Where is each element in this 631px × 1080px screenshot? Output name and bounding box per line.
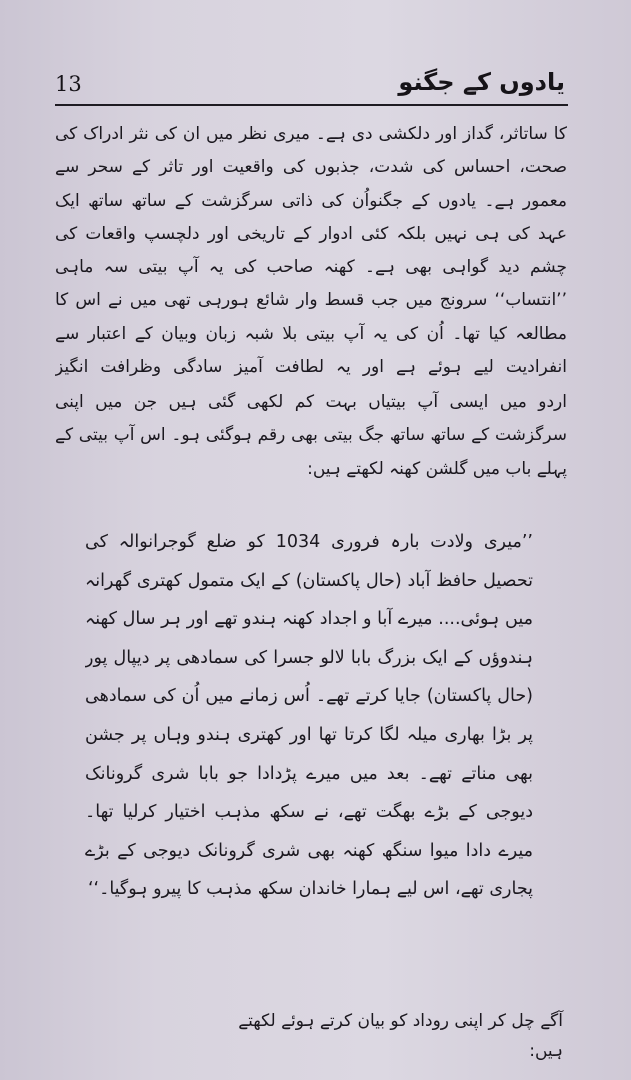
block-quote [85,523,533,993]
quote-text: ’’میری ولادت بارہ فروری 1034 کو ضلع گوجرانوالہ کی تحصیل حافظ آباد (حال پاکستان) کے ایک متمول کھتری گھرانہ میں ہوئی.... میرے آبا و اجداد کھنہ ہندو تھے اور ہر سال کھنہ ہندوؤں کے ایک بزرگ بابا لالو جسرا کی سمادھی پر دیپال پور (حال پاکستان) جایا کرتے تھے۔ اُس زمانے میں اُن کی سمادھی پر بڑا بھاری میلہ لگا کرتا تھا اور کھتری ہندو وہاں پر جشن بھی مناتے تھے۔ بعد میں میرے پڑدادا جو بابا شری گرونانک دیوجی کے بڑے بھگت تھے، نے سکھ مذہب اختیار کرلیا تھا۔ میرے دادا میوا سنگھ کھنہ بھی شری گرونانک دیوجی کے بڑے پجاری تھے، اس لیے ہمارا خاندان سکھ مذہب کا پیرو ہوگیا۔‘‘ [85,532,533,900]
paragraph: اردو میں ایسی آپ بیتیاں بہت کم لکھی گئی ہیں جن میں اپنی سرگزشت کے ساتھ ساتھ جگ بیتی بھی رقم ہوگئی ہو۔ اس آپ بیتی کے پہلے باب میں گلشن کھنہ لکھتے ہیں: [55,392,567,479]
running-title: یادوں کے جگنو [398,68,565,96]
page-number: 13 [55,72,82,96]
paragraph: کا ساتاثر، گداز اور دلکشی دی ہے۔ میری نظر میں ان کی نثر ادراک کی صحت، احساس کی شدت، جذبوں کی واقعیت اور تاثر کے سحر سے معمور ہے۔ یادوں کے جگنواُن کی ذاتی سرگزشت کے ساتھ ساتھ ایک عہد کی ہی نہیں بلکہ کئی ادوار کے تاریخی اور دلچسپ واقعات کی چشم دید گواہی بھی ہے۔ کھنہ صاحب کی یہ آپ بیتی سہ ماہی ’’انتساب‘‘ سرونج میں جب قسط وار شائع ہورہی تھی میں نے اس کا مطالعہ کیا تھا۔ اُن کی یہ آپ بیتی بلا شبہ زبان وبیان کے اعتبار سے انفرادیت لیے ہوئے ہے اور یہ لطافت آمیز سادگی وظرافت انگیز [55,124,567,378]
page-header [55,68,565,104]
body-text [55,118,567,486]
closing-line: آگے چل کر اپنی روداد کو بیان کرتے ہوئے لکھتے ہیں: [238,1011,563,1061]
header-divider [55,104,568,106]
